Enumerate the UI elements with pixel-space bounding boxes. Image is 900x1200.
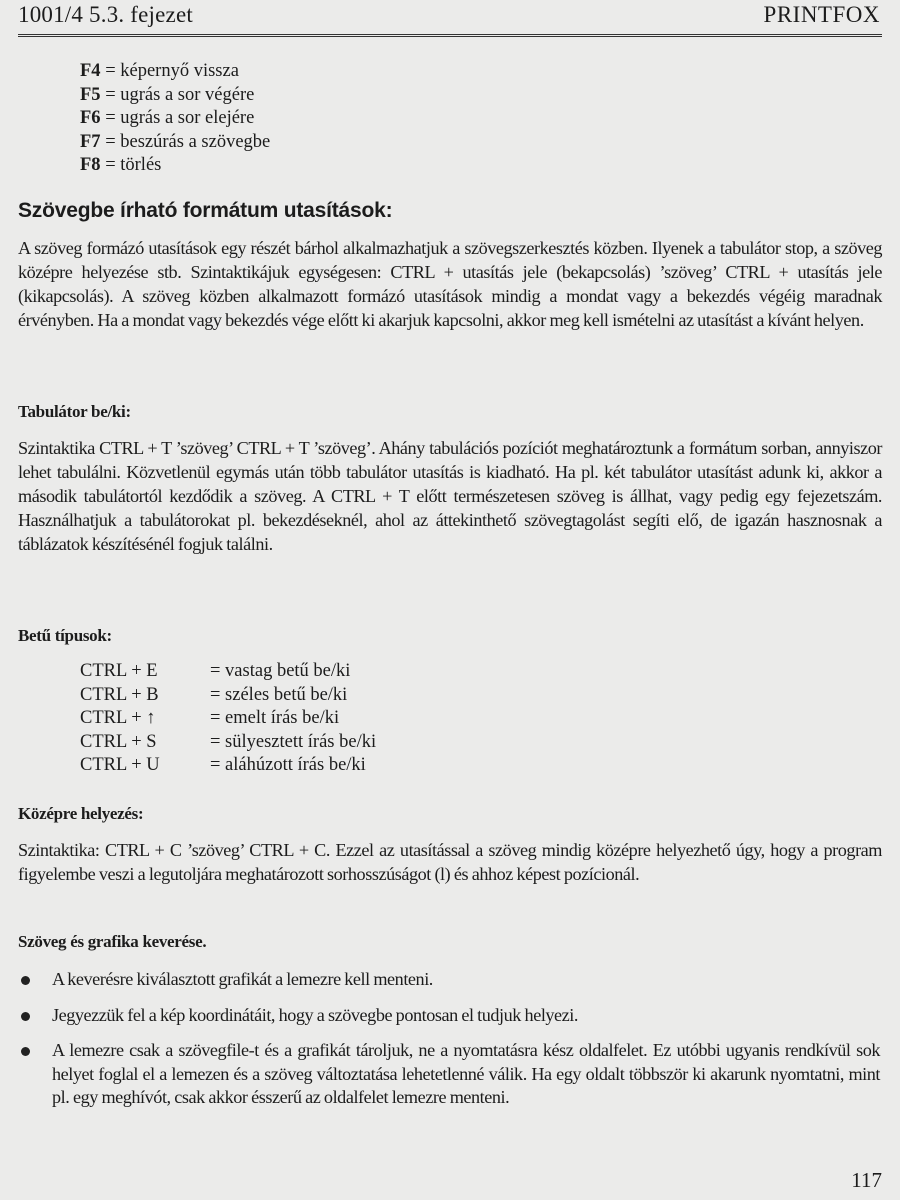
fkey-row: F5 = ugrás a sor végére: [80, 84, 255, 105]
font-type-row: CTRL + S = sülyesztett írás be/ki: [80, 731, 377, 752]
mixing-bullet-list: [18, 968, 882, 1122]
font-type-row: CTRL + B = széles betű be/ki: [80, 684, 348, 705]
list-item: A lemezre csak a szövegfile-t és a grafikát tároljuk, ne a nyomtatásra kész oldalfelet. Ez utóbbi ugyanis rendkívül sok helyet foglal el a lemezen és a szöveg változtatása lehetetlenné válik. Ha egy oldalt többször ki akarunk nyomtatni, mint pl. egy meghívót, csak akkor ésszerű az oldalfelet lemezre menteni.: [18, 1039, 882, 1110]
centering-paragraph: Szintaktika: CTRL + C ’szöveg’ CTRL + C. Ezzel az utasítással a szöveg mindig középre helyezhető úgy, hogy a program figyelembe veszi a legutoljára meghatározott sorhosszúságot (l) és ahhoz képest pozícionál.: [18, 840, 882, 884]
bullet-icon: [21, 976, 30, 985]
list-item: Jegyezzük fel a kép koordinátáit, hogy a szövegbe pontosan el tudjuk helyezi.: [18, 1004, 882, 1028]
bullet-icon: [21, 1012, 30, 1021]
list-item: A keverésre kiválasztott grafikát a lemezre kell menteni.: [18, 968, 882, 992]
font-type-row: CTRL + E = vastag betű be/ki: [80, 661, 351, 681]
chapter-reference: 1001/4 5.3. fejezet: [18, 2, 193, 27]
section-title: Szövegbe írható formátum utasítások:: [18, 199, 393, 222]
font-types-heading: Betű típusok:: [18, 626, 112, 645]
fkey-row: F8 = törlés: [80, 155, 162, 175]
fkey-row: F4 = képernyő vissza: [80, 61, 239, 81]
page-number: 117: [851, 1168, 882, 1192]
intro-paragraph: A szöveg formázó utasítások egy részét bárhol alkalmazhatjuk a szövegszerkesztés közben. Ilyenek a tabulátor stop, a szöveg középre helyezése stb. Szintaktikájuk egységesen: CTRL + utasítás jele (bekapcsolás) ’szöveg’ CTRL + utasítás jele (kikapcsolás). A szöveg közben alkalmazott formázó utasítások mindig a mondat vagy a bekezdés végéig maradnak érvényben. Ha a mondat vagy bekezdés vége előtt ki akarjuk kapcsolni, akkor meg kell ismételni az utasítást a kívánt helyen.: [18, 238, 882, 330]
book-title: PRINTFOX: [763, 2, 880, 27]
font-type-row: CTRL + ↑ = emelt írás be/ki: [80, 708, 340, 728]
font-type-list: [80, 660, 376, 778]
fkey-row: F6 = ugrás a sor elejére: [80, 108, 255, 128]
running-header: [18, 0, 882, 37]
centering-heading: Középre helyezés:: [18, 804, 144, 823]
bullet-icon: [21, 1047, 30, 1056]
tabulator-paragraph: Szintaktika CTRL + T ’szöveg’ CTRL + T ’szöveg’. Ahány tabulációs pozíciót meghatároztunk a formátum sorban, annyiszor lehet tabulálni. Közvetlenül egymás után több tabulátor utasítás is kiadható. Ha pl. két tabulátor utasítást adunk ki, akkor a második tabulátortól kezdődik a szöveg. A CTRL + T előtt természetesen szöveg is állhat, vagy pedig egy fejezetszám. Használhatjuk a tabulátorokat pl. bekezdéseknél, ahol az áttekinthető szövegtagolást segíti elő, de igazán hasznosnak a táblázatok készítésénél fogjuk találni.: [18, 438, 882, 554]
font-type-row: CTRL + U = aláhúzott írás be/ki: [80, 755, 366, 775]
tabulator-heading: Tabulátor be/ki:: [18, 402, 131, 421]
mixing-heading: Szöveg és grafika keverése.: [18, 932, 207, 951]
function-key-list: [80, 60, 270, 178]
fkey-row: F7 = beszúrás a szövegbe: [80, 131, 271, 152]
